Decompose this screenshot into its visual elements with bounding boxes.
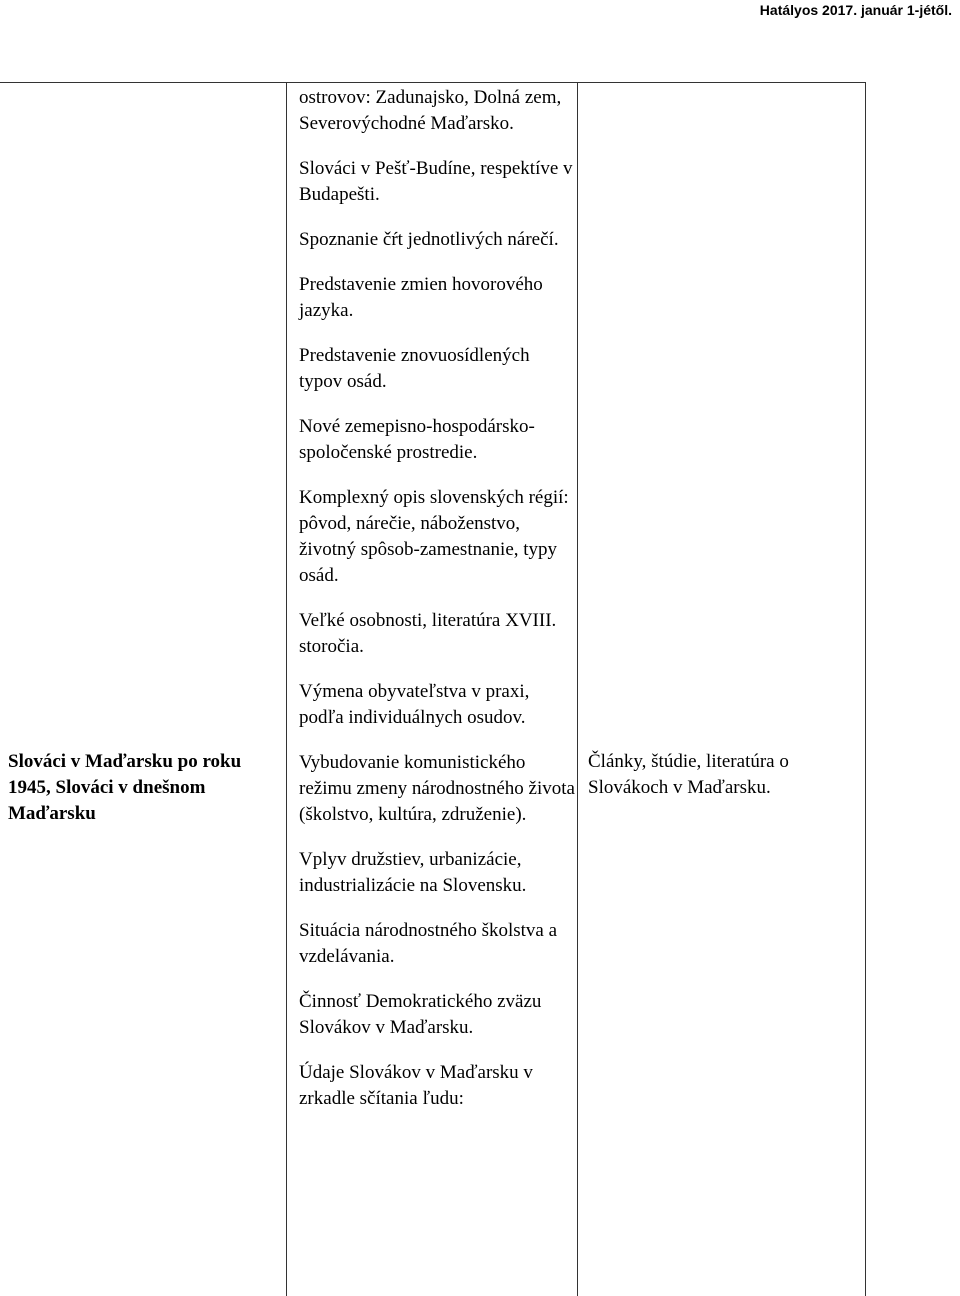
content-item: Komplexný opis slovenských régií: pôvod, nárečie, náboženstvo, životný spôsob-zamestnanie, typy osád. (299, 487, 569, 586)
effective-date-note: Hatályos 2017. január 1-jétől. (759, 2, 952, 18)
content-item: Vybudovanie komunistického režimu zmeny národnostného života (školstvo, kultúra, združenie). (299, 752, 575, 825)
curriculum-table (0, 82, 866, 1296)
content-item: ostrovov: Zadunajsko, Dolná zem, Severovýchodné Maďarsko. (299, 87, 562, 134)
content-cell (299, 85, 575, 1131)
content-item: Veľké osobnosti, literatúra XVIII. storočia. (299, 610, 557, 657)
column-divider (577, 83, 578, 1296)
content-item: Vplyv družstiev, urbanizácie, industrializácie na Slovensku. (299, 849, 527, 896)
content-item: Údaje Slovákov v Maďarsku v zrkadle sčítania ľudu: (299, 1062, 533, 1109)
content-item: Spoznanie čŕt jednotlivých nárečí. (299, 229, 559, 250)
topic-cell: Slováci v Maďarsku po roku 1945, Slováci v dnešnom Maďarsku (8, 751, 242, 824)
content-item: Slováci v Pešť-Budíne, respektíve v Budapešti. (299, 158, 573, 205)
content-item: Nové zemepisno-hospodársko-spoločenské prostredie. (299, 416, 535, 463)
content-item: Činnosť Demokratického zväzu Slovákov v Maďarsku. (299, 991, 542, 1038)
content-item: Predstavenie zmien hovorového jazyka. (299, 274, 543, 321)
content-item: Situácia národnostného školstva a vzdelávania. (299, 920, 558, 967)
content-item: Predstavenie znovuosídlených typov osád. (299, 345, 530, 392)
resources-cell: Články, štúdie, literatúra o Slovákoch v Maďarsku. (588, 751, 789, 798)
content-item: Výmena obyvateľstva v praxi, podľa individuálnych osudov. (299, 681, 530, 728)
column-divider (286, 83, 287, 1296)
